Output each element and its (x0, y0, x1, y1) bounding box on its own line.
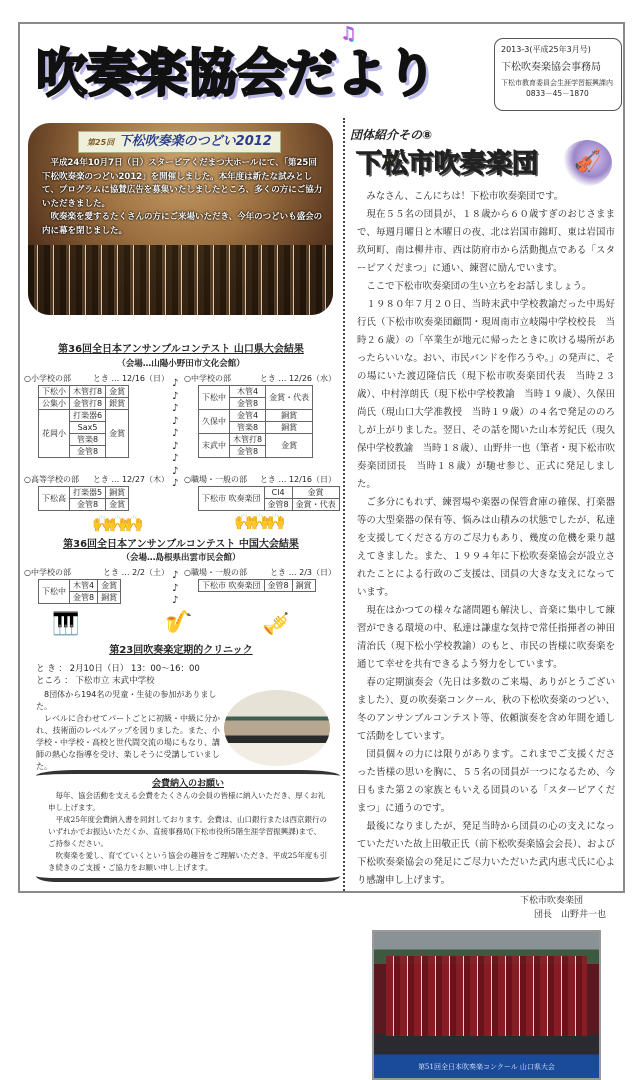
chugoku-venue: （会場…島根県出雲市民会館） (121, 553, 241, 563)
music-note-divider-icon: ♪ ♪ ♪ ♪ ♪ ♪ ♪ ♪ ♪ (172, 378, 179, 489)
award: 金賞 (98, 580, 121, 592)
signature-name: 団長 山野井一也 (534, 910, 607, 920)
newsletter-title: 吹奏楽協会だより (36, 45, 437, 104)
clinic-info (36, 663, 200, 687)
ensemble-type: 金管8 (70, 446, 106, 458)
results-table (198, 385, 313, 458)
signature (520, 894, 615, 922)
ensemble-type: 木管4 (230, 386, 266, 398)
trumpet-icon: 🎺 (262, 612, 290, 637)
division-junior-high (184, 373, 336, 458)
division-general (184, 567, 336, 592)
paragraph: 吹奏楽を愛し、育てていくという協会の趣旨をご理解いただき、平成25年度も引き続きのご支援・ご協力をお願い申し上げます。 (48, 851, 328, 872)
ensemble-type: 打楽器5 (70, 487, 106, 499)
intro-section-label: 団体紹介その⑧ (350, 128, 433, 142)
ensemble-type: 打楽器6 (70, 410, 106, 422)
award: 金賞 (266, 434, 313, 458)
paragraph: 吹奏楽を愛するたくさんの方にご来場いただき、今年のつどいも盛会の内に幕を閉じました。 (42, 212, 323, 236)
ensemble-type: 金管4 (230, 410, 266, 422)
chugoku-results-title: 第36回全日本アンサンブルコンテスト 中国大会結果 (63, 539, 299, 550)
paragraph: 平成24年10月7日（日）スターピアくだまつ大ホールにて、「第25回下松吹奏楽のつどい2012」を開催しました。本年度は新たな試みとして、プログラムに協賛広告を募集いたしましたところ、多くの方にご協力いただきました。 (42, 158, 323, 209)
table-row (39, 398, 129, 410)
results-table (38, 385, 129, 458)
division-header (184, 474, 336, 486)
division-elementary (24, 373, 169, 458)
school-name: 公集小 (39, 398, 70, 410)
school-name: 下松市 吹奏楽団 (199, 487, 265, 511)
paragraph: 平成25年度会費納入書を同封しております。会費は、山口銀行または西京銀行のいずれかでお振込いただくか、直接事務局(下松市役所5階生涯学習振興課)まで、ご持参ください。 (48, 815, 327, 848)
stage-banner (78, 131, 281, 153)
division-header (184, 567, 336, 579)
division-general (184, 474, 336, 511)
ensemble-type: 木管打8 (70, 386, 106, 398)
paragraph: ここで下松市吹奏楽団の生い立ちをお話しましょう。 (366, 281, 592, 292)
paragraph: 最後になりましたが、発足当時から団員の心の支えになっていただいた故上田敬正氏（前下松吹奏楽協会会長）、および下松吹奏楽協会の発足にご尽力いただいた武内恵弌氏に心より感謝申し上げます。 (357, 821, 615, 886)
school-name: 久保中 (199, 410, 230, 434)
division-label: ○高等学校の部 (24, 475, 79, 484)
clinic-title: 第23回吹奏楽定期的クリニック (109, 645, 253, 656)
tsudoi-photo (28, 123, 333, 315)
music-notes-icon: ♫ (340, 23, 357, 44)
table-row (199, 386, 313, 398)
ensemble-type: 木管4 (70, 580, 98, 592)
membership-title: 会費納入のお願い (151, 779, 224, 789)
table-row (199, 410, 313, 422)
ensemble-type: Cl4 (264, 487, 292, 499)
marimba-icon: 🎹 (52, 612, 80, 637)
clinic-time: と き ： 2月10日（日） 13：00～16：00 (36, 664, 200, 674)
school-name: 末武中 (199, 434, 230, 458)
division-header (24, 474, 169, 486)
table-row (39, 580, 121, 592)
division-high-school (24, 474, 169, 511)
band-group-photo (372, 930, 601, 1080)
paragraph: 団員個々の力には限りがあります。これまでご支援くださった皆様の思いを胸に、５５名の団員が一つになるため、今日もまた第２の家族ともいえる団員のいる「スターピアくだまつ」に通うのです。 (357, 749, 615, 814)
ensemble-type: 金管8 (264, 499, 292, 511)
school-name: 花岡小 (39, 410, 70, 458)
banner-text: 下松吹奏楽のつどい2012 (118, 134, 272, 149)
school-name: 下松小 (39, 386, 70, 398)
award: 銅賞 (266, 410, 313, 422)
table-row (39, 410, 129, 422)
issue-number: 2013-3(平成25年3月号) (501, 45, 591, 54)
photo-caption: 第51回全日本吹奏楽コンクール 山口県大会 (418, 1063, 555, 1071)
award: 金賞・代表 (266, 386, 313, 410)
award: 銅賞 (266, 422, 313, 434)
paragraph: 春の定期演奏会（先日は多数のご来場、ありがとうございました）、夏の吹奏楽コンクール、秋の下松吹奏楽のつどい、冬のアンサンブルコンテスト等、依頼演奏を含め年間を通して活動をしています。 (357, 677, 615, 742)
division-label: ○小学校の部 (24, 374, 71, 383)
band-on-stage-image (28, 245, 333, 315)
school-name: 下松市 吹奏楽団 (199, 580, 265, 592)
orchestra-conductor-icon: 🎻 (562, 140, 612, 186)
ensemble-type: 金管打8 (70, 398, 106, 410)
ensemble-type: 管楽8 (70, 434, 106, 446)
paragraph: みなさん、こんにちは！下松市吹奏楽団です。 (366, 191, 564, 202)
school-name: 下松中 (199, 386, 230, 410)
division-label: ○中学校の部 (184, 374, 231, 383)
paragraph: 現在５５名の団員が、１８歳から６０歳すぎのおじさままで、毎週月曜日と木曜日の夜、北は岩国市錦町、東は岩国市玖珂町、南は柳井市、西は防府市から活動拠点である「スターピアくだまつ」に通い、練習に励んでいます。 (357, 209, 615, 274)
cheering-people-icon: 🙌🙌🙌 (234, 512, 282, 531)
award: 銅賞 (98, 592, 121, 604)
yamaguchi-venue: （会場…山陽小野田市文化会館） (117, 359, 245, 369)
intro-flow (357, 188, 615, 1080)
division-junior-high (24, 567, 169, 604)
membership-fee-notice (36, 770, 340, 882)
cheering-people-icon: 🙌🙌🙌 (92, 514, 140, 533)
division-label: ○職場・一般の部 (184, 568, 247, 577)
banner-number: 第25回 (87, 138, 115, 147)
division-header (184, 373, 336, 385)
music-note-divider-icon: ♪ ♪ ♪ (172, 570, 179, 606)
school-name: 下松中 (39, 580, 70, 604)
paragraph: レベルに合わせてパートごとに初級・中級に分かれ、技術面のレベルアップを図りました。また、小学校・中学校・高校と世代間交流の場にもなり、講師の熱心な指導を受け、楽しそうに受講していました。 (36, 714, 220, 771)
ensemble-type: Sax5 (70, 422, 106, 434)
school-name: 下松高 (39, 487, 70, 511)
paragraph: １９８０年７月２０日、当時末武中学校教諭だった中馬好行氏（下松市吹奏楽団顧問・現周南市立岐陽中学校校長 当時２６歳）の「卒業生が地元に帰ったときに吹ける場所があったらいいな。おい、市民バンドを作ろうや。」の発声に、その場にいた渡辺隆信氏（現下松市吹奏楽団代表 当時２３歳）、中村淳朗氏（現下松中学校教諭 当時１９歳）、久保田尚氏（現山口大学准教授 当時１９歳）の４名で発足ののろしが上がりました。翌日、その話を聞いた山本芳紀氏（現久保中学校教諭 当時１８歳）、山野井一也（筆者・現下松市吹奏楽団団長 当時１８歳）が馳せ参じ、正式に発足しました。 (357, 299, 615, 490)
division-date: とき … 2/2（土） (103, 568, 169, 577)
award: 銅賞 (292, 580, 315, 592)
ensemble-type: 金管8 (230, 398, 266, 410)
table-row (199, 434, 313, 446)
band-members-image (386, 956, 587, 1036)
yamaguchi-results-title: 第36回全日本アンサンブルコンテスト 山口県大会結果 (58, 344, 304, 355)
paragraph: 現在はかつての様々な諸問題も解決し、音楽に集中して練習ができる環境の中、私達は謙虚な気持で常任指揮者の神田清治氏（現下松小学校教諭）のもと、市民の皆様に吹奏楽を通じて幸せを共有できるよう努力をしています。 (357, 605, 615, 670)
division-date: とき … 2/3（日） (270, 568, 336, 577)
table-row (39, 386, 129, 398)
band-title: 下松市吹奏楽団 (356, 149, 539, 179)
clinic-body (36, 689, 220, 773)
award: 金賞・代表 (292, 499, 339, 511)
clinic-place: ところ ： 下松市立 末武中学校 (36, 676, 155, 686)
results-table (198, 579, 316, 592)
division-label: ○中学校の部 (24, 568, 71, 577)
results-table (198, 486, 340, 511)
division-date: とき … 12/16（日） (259, 475, 336, 484)
award: 金賞 (106, 386, 129, 398)
office-phone: 0833－45－1870 (526, 89, 589, 98)
award: 銀賞 (106, 398, 129, 410)
division-date: とき … 12/26（水） (259, 374, 336, 383)
table-row (199, 487, 340, 499)
office-address: 下松市教育委員会生涯学習振興課内 (501, 79, 613, 87)
table-row (39, 487, 129, 499)
paragraph: 8団体から194名の児童・生徒の参加がありました。 (36, 690, 217, 711)
ensemble-type: 金管8 (230, 446, 266, 458)
intro-body (357, 188, 615, 890)
division-label: ○職場・一般の部 (184, 475, 247, 484)
ensemble-type: 金管8 (70, 499, 106, 511)
division-date: とき … 12/16（日） (92, 374, 169, 383)
ensemble-type: 管楽8 (230, 422, 266, 434)
office-name: 下松吹奏楽協会事務局 (501, 62, 601, 73)
tsudoi-text (42, 157, 323, 238)
ensemble-type: 木管打8 (230, 434, 266, 446)
division-header (24, 567, 169, 579)
division-date: とき … 12/27（木） (92, 475, 169, 484)
clinic-photo (224, 690, 330, 766)
paragraph: ご多分にもれず、練習場や楽器の保管倉庫の確保、打楽器等の大型楽器の保有等、悩みは山積みの状態でしたが、私達を支援してくださる方のご尽力もあり、幾度の危機を乗り越えてきました。また、１９９４年に下松吹奏楽協会が設立されたことによる行政のご支援は、団員の大きな支えになっています。 (357, 497, 615, 598)
ensemble-type: 金管8 (70, 592, 98, 604)
results-table (38, 486, 129, 511)
results-table (38, 579, 121, 604)
award: 金賞 (106, 499, 129, 511)
ensemble-type: 金管8 (264, 580, 292, 592)
award: 金賞 (106, 410, 129, 458)
paragraph: 毎年、協会活動を支える会費をたくさんの会員の皆様に納入いただき、厚くお礼申し上げます。 (48, 791, 326, 812)
issue-info-box (494, 38, 622, 111)
award: 金賞 (292, 487, 339, 499)
award: 銅賞 (106, 487, 129, 499)
division-header (24, 373, 169, 385)
signature-org: 下松市吹奏楽団 (520, 896, 584, 906)
table-row (199, 580, 316, 592)
saxophone-icon: 🎷 (165, 610, 193, 635)
